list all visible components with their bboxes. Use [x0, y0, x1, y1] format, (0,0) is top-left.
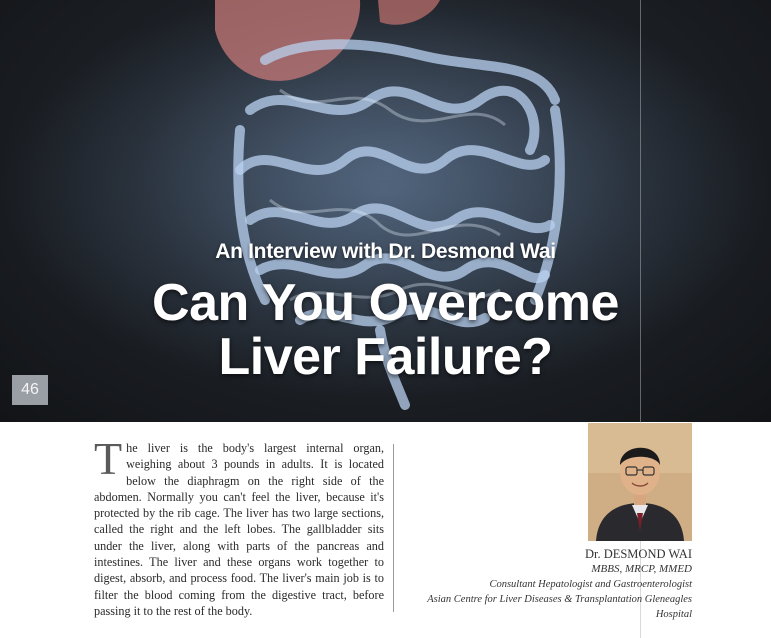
author-role: Consultant Hepatologist and Gastroenterologist: [489, 579, 692, 590]
page-fold-line: [640, 0, 641, 638]
article-text: he liver is the body's largest internal organ, weighing about 3 pounds in adults. It is located below the diaphragm on the right side of the abdomen. Normally you can't feel the liver, because it's protected by the rib cage. The liver has two large sections, called the right and the left lobes. The gallbladder sits under the liver, along with parts of the pancreas and intestines. The liver and these organs work together to digest, absorb, and process food. The liver's main job is to filter the blood coming from the digestive tract, before passing it to the rest of the body.: [94, 441, 384, 618]
author-qualifications: MBBS, MRCP, MMED: [591, 563, 692, 575]
column-divider: [393, 444, 394, 612]
drop-cap: T: [94, 433, 123, 484]
author-affiliation: Asian Centre for Liver Diseases & Transplantation Gleneagles Hospital: [427, 594, 692, 620]
title-line-2: Liver Failure?: [218, 328, 553, 386]
page-title: [0, 276, 771, 384]
author-credits: [400, 546, 692, 622]
title-line-1: Can You Overcome: [152, 274, 619, 332]
interview-subtitle: An Interview with Dr. Desmond Wai: [215, 240, 556, 263]
page-number-badge: 46: [12, 375, 48, 405]
article-body: [94, 433, 384, 619]
author-portrait: [588, 423, 692, 541]
author-name: Dr. DESMOND WAI: [584, 547, 692, 561]
